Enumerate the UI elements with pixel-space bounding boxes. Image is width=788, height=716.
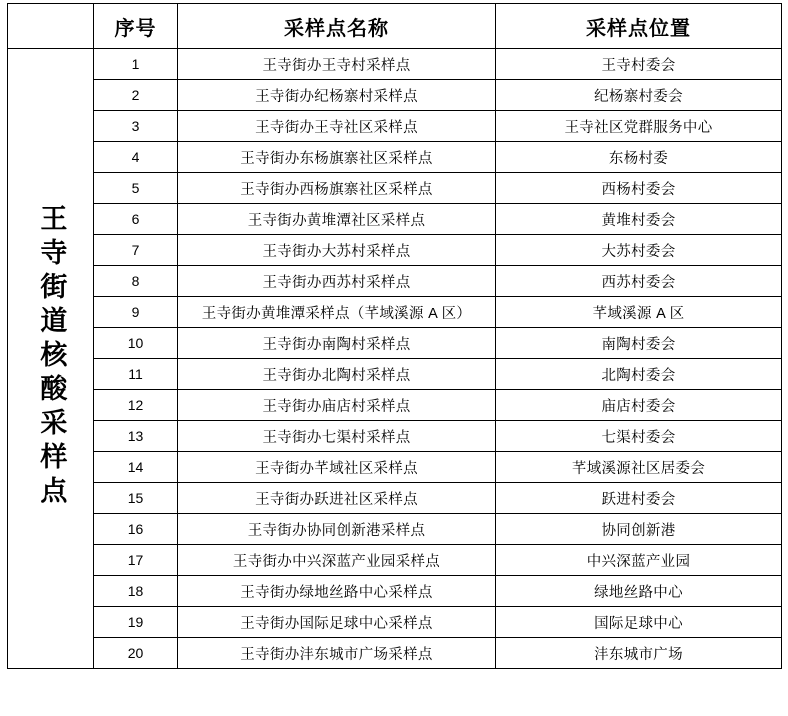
sampling-point-table-page [0,3,788,716]
table-row [8,359,782,390]
cell-name: 王寺街办协同创新港采样点 [178,514,496,545]
table-row [8,266,782,297]
table-row [8,576,782,607]
table-row [8,297,782,328]
cell-location: 庙店村委会 [496,390,782,421]
cell-location: 中兴深蓝产业园 [496,545,782,576]
table-row [8,638,782,669]
header-cell-blank [8,4,94,49]
table-row [8,204,782,235]
cell-location: 纪杨寨村委会 [496,80,782,111]
cell-index: 3 [94,111,178,142]
table-row [8,142,782,173]
cell-name: 王寺街办王寺村采样点 [178,49,496,80]
table-row [8,390,782,421]
cell-location: 北陶村委会 [496,359,782,390]
table-row [8,421,782,452]
cell-location: 王寺社区党群服务中心 [496,111,782,142]
cell-name: 王寺街办南陶村采样点 [178,328,496,359]
cell-index: 10 [94,328,178,359]
cell-location: 西苏村委会 [496,266,782,297]
cell-index: 19 [94,607,178,638]
cell-location: 西杨村委会 [496,173,782,204]
cell-location: 大苏村委会 [496,235,782,266]
cell-index: 12 [94,390,178,421]
cell-location: 七渠村委会 [496,421,782,452]
cell-index: 17 [94,545,178,576]
cell-location: 协同创新港 [496,514,782,545]
cell-index: 7 [94,235,178,266]
table-row [8,49,782,80]
cell-name: 王寺街办国际足球中心采样点 [178,607,496,638]
table-row [8,80,782,111]
table-row [8,483,782,514]
table-row [8,607,782,638]
header-cell-name: 采样点名称 [178,4,496,49]
cell-name: 王寺街办北陶村采样点 [178,359,496,390]
cell-name: 王寺街办跃进社区采样点 [178,483,496,514]
cell-index: 2 [94,80,178,111]
table-header-row [8,4,782,49]
cell-location: 国际足球中心 [496,607,782,638]
cell-location: 黄堆村委会 [496,204,782,235]
cell-name: 王寺街办沣东城市广场采样点 [178,638,496,669]
cell-index: 1 [94,49,178,80]
header-cell-location: 采样点位置 [496,4,782,49]
cell-index: 9 [94,297,178,328]
table-row [8,173,782,204]
cell-location: 跃进村委会 [496,483,782,514]
cell-index: 20 [94,638,178,669]
cell-location: 南陶村委会 [496,328,782,359]
side-title-text: 王寺街道核酸采样点 [36,203,67,510]
cell-index: 6 [94,204,178,235]
cell-location: 芊域溪源 A 区 [496,297,782,328]
cell-index: 18 [94,576,178,607]
side-title-cell [8,49,94,669]
cell-location: 芊域溪源社区居委会 [496,452,782,483]
header-cell-index: 序号 [94,4,178,49]
cell-name: 王寺街办王寺社区采样点 [178,111,496,142]
cell-location: 王寺村委会 [496,49,782,80]
cell-index: 5 [94,173,178,204]
cell-name: 王寺街办黄堆潭社区采样点 [178,204,496,235]
cell-location: 绿地丝路中心 [496,576,782,607]
table-row [8,452,782,483]
cell-name: 王寺街办芊域社区采样点 [178,452,496,483]
table-row [8,514,782,545]
cell-name: 王寺街办东杨旗寨社区采样点 [178,142,496,173]
cell-name: 王寺街办西杨旗寨社区采样点 [178,173,496,204]
table-row [8,545,782,576]
cell-name: 王寺街办黄堆潭采样点（芊域溪源 A 区） [178,297,496,328]
sampling-point-table [7,3,782,669]
cell-name: 王寺街办庙店村采样点 [178,390,496,421]
cell-location: 沣东城市广场 [496,638,782,669]
cell-index: 11 [94,359,178,390]
cell-name: 王寺街办大苏村采样点 [178,235,496,266]
cell-index: 8 [94,266,178,297]
cell-index: 14 [94,452,178,483]
cell-name: 王寺街办七渠村采样点 [178,421,496,452]
table-row [8,235,782,266]
cell-index: 16 [94,514,178,545]
cell-name: 王寺街办纪杨寨村采样点 [178,80,496,111]
cell-location: 东杨村委 [496,142,782,173]
cell-index: 13 [94,421,178,452]
cell-index: 15 [94,483,178,514]
cell-name: 王寺街办西苏村采样点 [178,266,496,297]
cell-index: 4 [94,142,178,173]
cell-name: 王寺街办中兴深蓝产业园采样点 [178,545,496,576]
cell-name: 王寺街办绿地丝路中心采样点 [178,576,496,607]
table-row [8,328,782,359]
table-row [8,111,782,142]
